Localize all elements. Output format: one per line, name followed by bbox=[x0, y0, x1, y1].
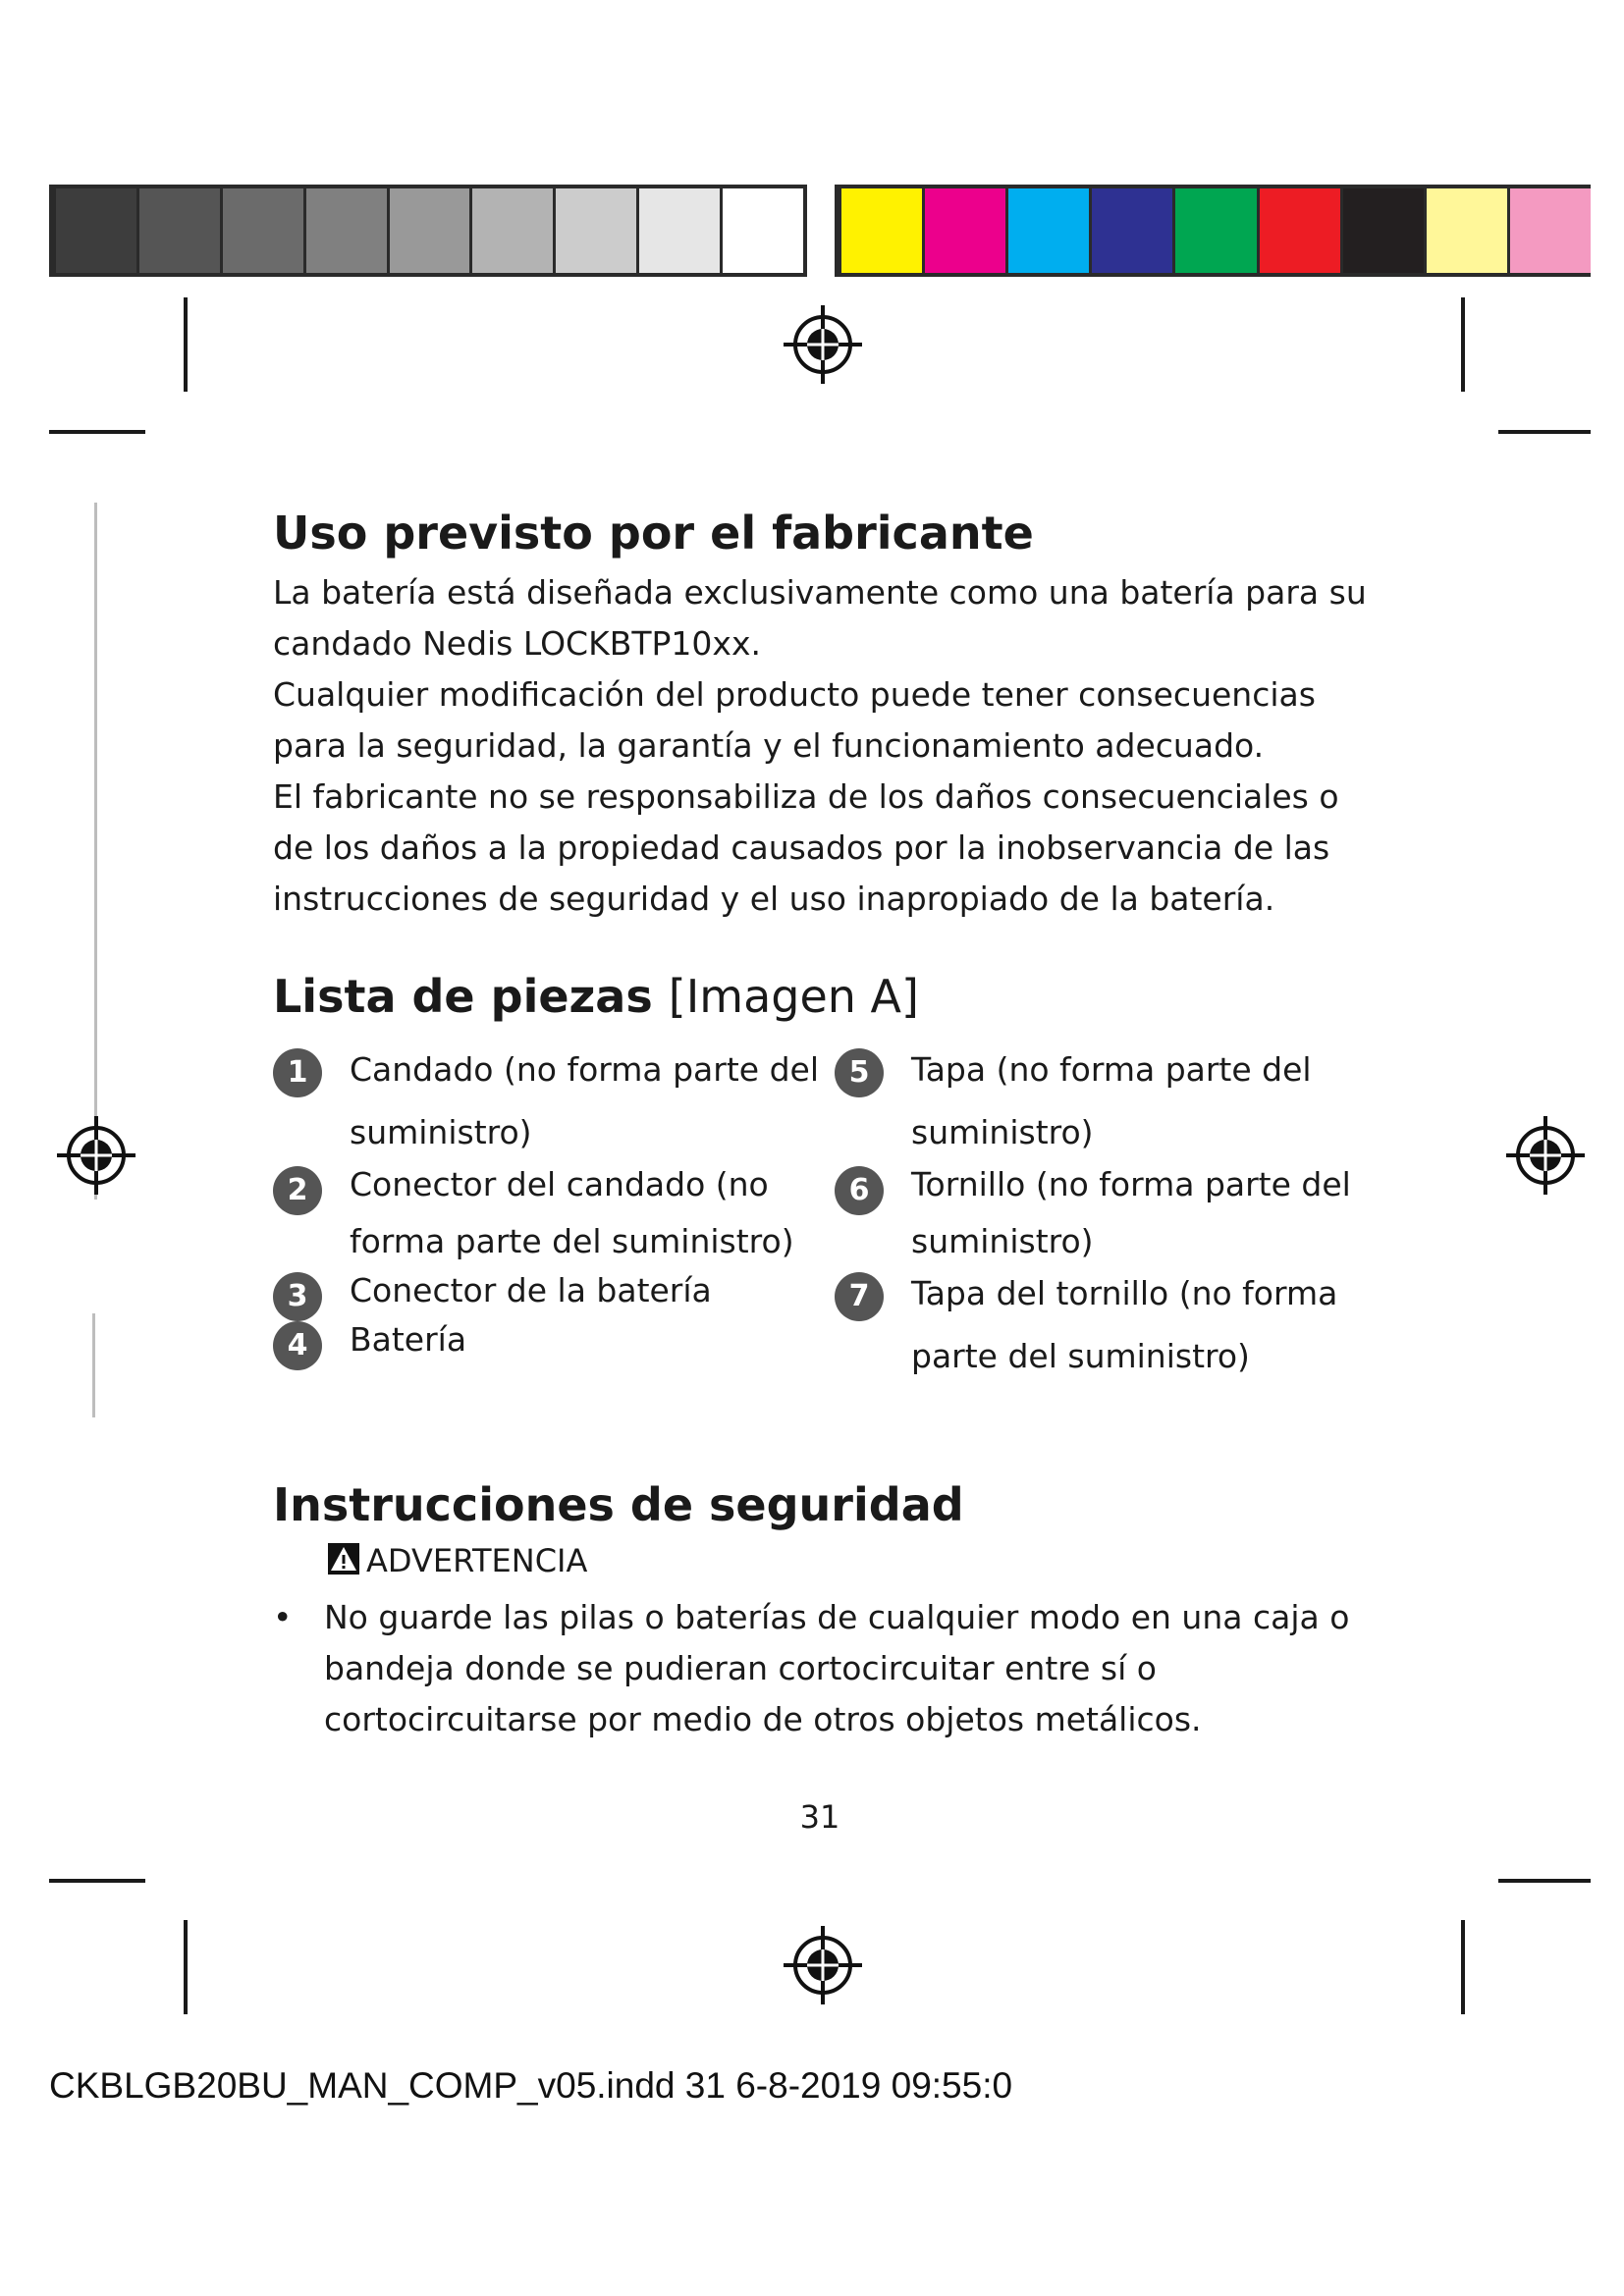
registration-mark-icon bbox=[1504, 1114, 1587, 1197]
crop-mark-bottom-right-vertical bbox=[1461, 1920, 1465, 2014]
part-label: Conector del candado (no forma parte del suministro) bbox=[350, 1165, 794, 1260]
color-swatch bbox=[1340, 188, 1424, 273]
registration-mark-icon bbox=[55, 1114, 137, 1197]
gray-swatch bbox=[720, 188, 803, 273]
list-item bbox=[273, 1311, 823, 1368]
part-label: Conector de la batería bbox=[350, 1271, 712, 1309]
crop-mark-top-left-vertical bbox=[184, 297, 188, 392]
warning-label bbox=[327, 1539, 587, 1582]
color-swatch bbox=[839, 188, 922, 273]
section-title-safety: Instrucciones de seguridad bbox=[273, 1478, 964, 1531]
bullet-dot: • bbox=[273, 1598, 293, 1636]
warning-triangle-icon bbox=[327, 1542, 360, 1575]
color-swatch bbox=[922, 188, 1005, 273]
paragraph: Cualquier modificación del producto puede tener consecuencias para la seguridad, la garantía y el funcionamiento adecuado. bbox=[273, 675, 1316, 765]
color-swatch bbox=[1507, 188, 1591, 273]
margin-guide-line bbox=[94, 503, 97, 1200]
gray-swatch bbox=[387, 188, 470, 273]
list-item bbox=[835, 1262, 1384, 1388]
list-item bbox=[835, 1039, 1384, 1164]
color-swatch bbox=[1089, 188, 1172, 273]
registration-mark-icon bbox=[782, 1924, 864, 2006]
part-label: Tornillo (no forma parte del suministro) bbox=[911, 1165, 1351, 1260]
part-number-badge: 4 bbox=[273, 1321, 322, 1370]
part-label: Batería bbox=[350, 1320, 467, 1359]
part-label: Candado (no forma parte del suministro) bbox=[350, 1050, 819, 1151]
intended-use-body bbox=[273, 567, 1382, 925]
gray-swatch bbox=[469, 188, 553, 273]
gray-swatch bbox=[53, 188, 136, 273]
color-swatch bbox=[1424, 188, 1507, 273]
page-number: 31 bbox=[799, 1798, 840, 1836]
color-swatch bbox=[1005, 188, 1089, 273]
safety-bullet bbox=[273, 1592, 1353, 1745]
part-label: Tapa del tornillo (no forma parte del suministro) bbox=[911, 1274, 1338, 1375]
list-item bbox=[273, 1039, 823, 1164]
section-title-parts-list bbox=[273, 970, 919, 1023]
part-number-badge: 1 bbox=[273, 1048, 322, 1097]
part-label: Tapa (no forma parte del suministro) bbox=[911, 1050, 1312, 1151]
print-slug: CKBLGB20BU_MAN_COMP_v05.indd 31 6-8-2019 09:55:0 bbox=[49, 2065, 1013, 2106]
gray-swatch bbox=[636, 188, 720, 273]
parts-list-title: Lista de piezas bbox=[273, 970, 653, 1023]
margin-guide-line bbox=[92, 1313, 95, 1417]
crop-mark-bottom-right-horizontal bbox=[1498, 1879, 1591, 1883]
part-number-badge: 3 bbox=[273, 1272, 322, 1321]
grayscale-color-bar bbox=[49, 185, 807, 277]
bullet-text: No guarde las pilas o baterías de cualquier modo en una caja o bandeja donde se pudieran cortocircuitar entre sí o cortocircuitarse por medio de otros objetos metálicos. bbox=[324, 1598, 1350, 1738]
paragraph: El fabricante no se responsabiliza de los daños consecuenciales o de los daños a la propiedad causados por la inobservancia de las instrucciones de seguridad y el uso inapropiado de la batería. bbox=[273, 777, 1339, 918]
part-number-badge: 5 bbox=[835, 1048, 884, 1097]
crop-mark-top-right-vertical bbox=[1461, 297, 1465, 392]
gray-swatch bbox=[136, 188, 220, 273]
parts-list-image-ref: [Imagen A] bbox=[668, 970, 919, 1023]
gray-swatch bbox=[220, 188, 303, 273]
section-title-intended-use: Uso previsto por el fabricante bbox=[273, 507, 1034, 560]
parts-list-left bbox=[273, 1039, 823, 1361]
process-color-bar bbox=[835, 185, 1591, 277]
part-number-badge: 7 bbox=[835, 1272, 884, 1321]
crop-mark-bottom-left-vertical bbox=[184, 1920, 188, 2014]
crop-mark-top-right-horizontal bbox=[1498, 430, 1591, 434]
paragraph: La batería está diseñada exclusivamente como una batería para su candado Nedis LOCKBTP10xx. bbox=[273, 573, 1367, 663]
part-number-badge: 2 bbox=[273, 1166, 322, 1215]
list-item bbox=[835, 1156, 1384, 1270]
list-item bbox=[273, 1156, 823, 1270]
part-number-badge: 6 bbox=[835, 1166, 884, 1215]
warning-text: ADVERTENCIA bbox=[366, 1542, 588, 1579]
crop-mark-bottom-left-horizontal bbox=[49, 1879, 145, 1883]
crop-mark-top-left-horizontal bbox=[49, 430, 145, 434]
gray-swatch bbox=[303, 188, 387, 273]
parts-list-right bbox=[835, 1039, 1384, 1380]
registration-mark-icon bbox=[782, 303, 864, 386]
color-swatch bbox=[1172, 188, 1256, 273]
color-swatch bbox=[1257, 188, 1340, 273]
gray-swatch bbox=[553, 188, 636, 273]
